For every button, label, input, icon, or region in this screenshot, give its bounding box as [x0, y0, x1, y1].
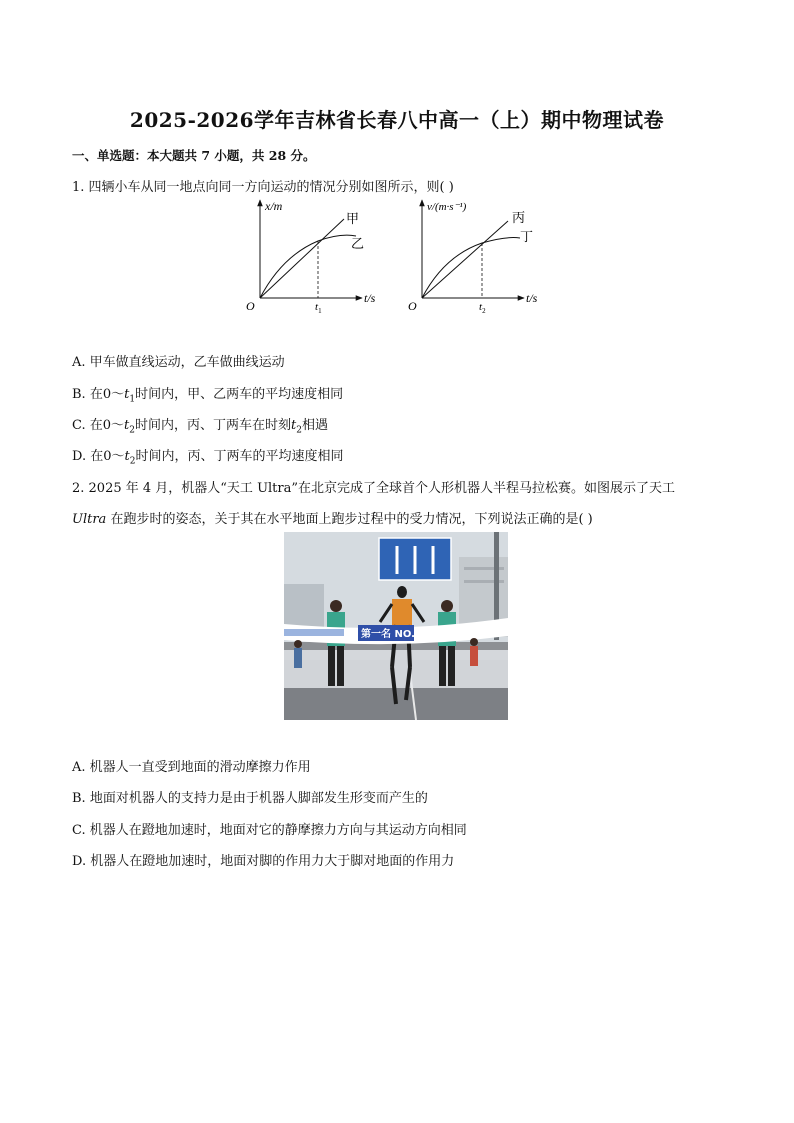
graph-xt — [246, 199, 376, 315]
graph2-label-bing: 丙 — [512, 211, 526, 226]
graph1-origin: O — [246, 299, 255, 313]
q1-stem: 1. 四辆小车从同一地点向同一方向运动的情况分别如图所示，则( ) — [72, 180, 454, 195]
photo-illustration — [284, 532, 508, 720]
q2-option-c[interactable]: C. 机器人在蹬地加速时，地面对它的静摩擦力方向与其运动方向相同 — [72, 823, 467, 838]
q2-option-a[interactable]: A. 机器人一直受到地面的滑动摩擦力作用 — [72, 760, 311, 775]
graph1-xlabel: t/s — [364, 291, 376, 305]
q2-option-d[interactable]: D. 机器人在蹬地加速时，地面对脚的作用力大于脚对地面的作用力 — [72, 854, 455, 869]
graph2-xlabel: t/s — [526, 291, 538, 305]
q2-option-b[interactable]: B. 地面对机器人的支持力是由于机器人脚部发生形变而产生的 — [72, 791, 428, 806]
graph1-line-jia — [260, 219, 344, 298]
graph1-ylabel: x/m — [265, 199, 283, 213]
q2-stem-line1: 2. 2025 年 4 月，机器人“天工 Ultra”在北京完成了全球首个人形机器人半程马拉松赛。如图展示了天工 — [72, 481, 676, 496]
page-title: 2025-2026学年吉林省长春八中高一（上）期中物理试卷 — [129, 108, 665, 132]
q1-option-b[interactable]: B. 在$0\sim t_1$时间内，甲、乙两车的平均速度相同 — [72, 387, 344, 405]
robot-marathon-photo — [284, 532, 508, 720]
q1-option-c[interactable]: C. 在$0\sim t_2$时间内，丙、丁两车在时刻$t_2$相遇 — [72, 418, 328, 436]
graph2-curve-ding — [422, 238, 520, 298]
graph2-label-ding: 丁 — [520, 230, 534, 245]
graph1-t1: $t_1$ — [315, 301, 322, 315]
graph2-origin: O — [408, 299, 417, 313]
graph2-ylabel: v/(m·s⁻¹) — [427, 201, 467, 213]
graph2-line-bing — [422, 221, 508, 298]
graph1-curve-yi — [260, 235, 356, 298]
graph1-label-yi: 乙 — [351, 237, 365, 252]
graph2-t2: $t_2$ — [479, 301, 486, 315]
q2-stem-line2: Ultra 在跑步时的姿态，关于其在水平地面上跑步过程中的受力情况，下列说法正确的是( ) — [72, 512, 593, 527]
graph-vt — [408, 200, 538, 315]
q1-option-d[interactable]: D. 在$0\sim t_2$时间内，丙、丁两车的平均速度相同 — [72, 449, 344, 467]
q1-graphs — [240, 196, 560, 326]
section-heading: 一、单选题：本大题共 7 小题，共 28 分。 — [72, 148, 316, 163]
graph1-label-jia: 甲 — [346, 212, 360, 227]
banner-text: 第一名 NO.1 — [361, 629, 422, 640]
q1-option-a[interactable]: A. 甲车做直线运动，乙车做曲线运动 — [72, 355, 285, 370]
